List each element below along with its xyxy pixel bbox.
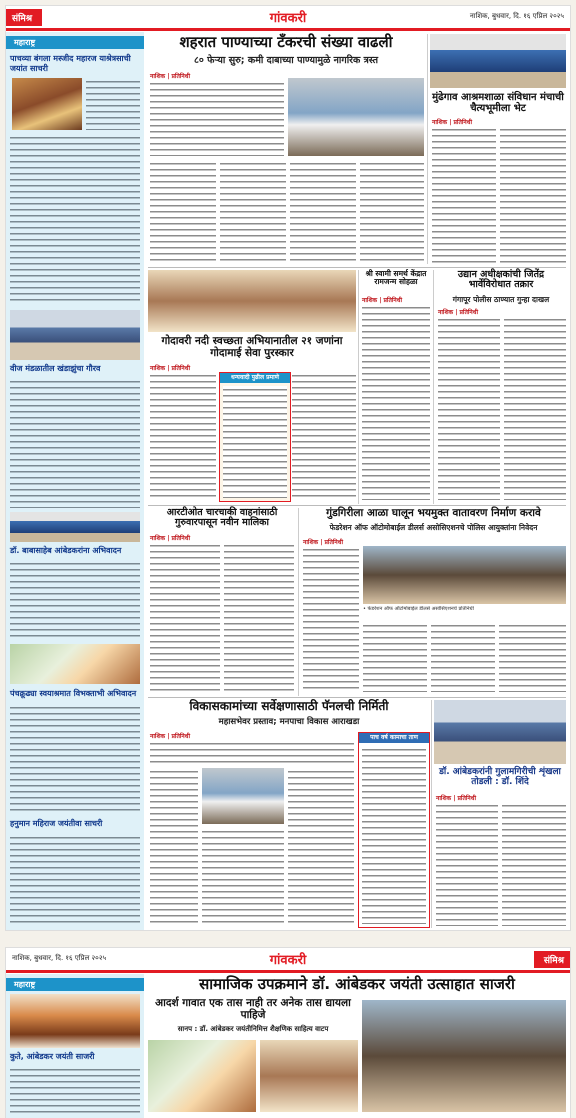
right-photo	[430, 34, 566, 88]
issue-date: नाशिक, बुधवार, दि. १६ एप्रिल २०२५	[12, 954, 107, 962]
goonda-text	[499, 622, 566, 692]
vikas-subheadline: महासभेवर प्रस्ताव; मनपाचा विकास आराखडा	[218, 717, 360, 727]
rto-headline: आरटीओत चारचाकी वाहनांसाठी गुरुवारपासून नवीन मालिका	[166, 507, 278, 529]
page-header	[6, 6, 570, 31]
rto-text	[224, 542, 294, 692]
gulam-text	[502, 802, 566, 926]
vikas-dateline: नाशिक | प्रतिनिधी	[150, 733, 191, 740]
rto-dateline: नाशिक | प्रतिनिधी	[150, 535, 191, 542]
column-rule	[427, 34, 428, 264]
side-photo	[10, 310, 140, 360]
p2-subheadline: आदर्श गावात एक तास नाही तर अनेक तास द्यायला पाहिजे	[155, 997, 351, 1021]
side-text	[10, 378, 140, 508]
swami-headline: श्री स्वामी समर्थ केंद्रात रामजन्म सोहळा	[365, 269, 427, 287]
box-text	[362, 746, 426, 924]
row-rule	[148, 267, 566, 268]
swami-text	[362, 304, 430, 500]
lead-text	[150, 160, 216, 264]
side-text	[10, 1066, 140, 1116]
swami-dateline: नाशिक | प्रतिनिधी	[362, 297, 403, 304]
vikas-text	[150, 740, 354, 764]
lead-text	[220, 160, 286, 264]
goonda-subheadline: फेडरेशन ऑफ ऑटोमोबाईल डीलर्स असोसिएशनचे पोलिस आयुक्तांना निवेदन	[329, 523, 538, 532]
masthead: गांवकरी	[269, 953, 307, 968]
sidebar-title: महाराष्ट्र	[14, 38, 36, 47]
column-rule	[431, 700, 432, 928]
side-text	[10, 704, 140, 814]
sidebar	[6, 32, 144, 930]
side-text	[10, 834, 140, 924]
page-header	[6, 948, 570, 973]
p2-kicker: सानप : डॉ. आंबेडकर जयंतीनिमित्त शैक्षणिक साहित्य वाटप	[177, 1025, 329, 1033]
right-dateline: नाशिक | प्रतिनिधी	[432, 119, 473, 126]
sidebar	[6, 974, 144, 1118]
column-rule	[358, 270, 359, 504]
side-photo	[10, 512, 140, 542]
goonda-text	[431, 622, 495, 692]
box-text	[223, 386, 287, 498]
vikas-text	[288, 768, 354, 926]
side-headline: पाचव्या बंगला मस्जीद महारज याश्रेत्रसाची जयांत साचरी	[10, 54, 131, 73]
side-photo	[12, 78, 82, 130]
godavari-photo	[148, 270, 356, 332]
udyan-text	[438, 316, 500, 500]
vikas-text	[150, 768, 198, 926]
side-photo	[10, 994, 140, 1048]
box-heading: पाच वर्ष कामाचा ताण	[359, 733, 429, 743]
rto-text	[150, 542, 220, 692]
vikas-box	[358, 732, 430, 928]
goonda-headline: गुंडगिरीला आळा घालून भयमुक्त वातावरण निर्माण करावे	[326, 507, 541, 519]
goonda-text	[303, 546, 359, 692]
lead-dateline: नाशिक | प्रतिनिधी	[150, 73, 191, 80]
lead-text	[360, 160, 424, 264]
side-headline: वीज मंडळातील खंडाझुंचा गौरव	[10, 364, 101, 373]
p2-photo	[148, 1040, 256, 1112]
p2-headline: सामाजिक उपक्रमाने डॉ. आंबेडकर जयंती उत्साहात साजरी	[199, 975, 515, 993]
godavari-text	[292, 372, 356, 500]
right-headline: मुंढेगाव आश्रमशाळा संविधान मंचाची चैत्यभूमीला भेट	[432, 92, 564, 114]
gulam-photo	[434, 700, 566, 764]
box-heading: धन्यवादी पुढील प्रमाणे	[220, 373, 290, 383]
godavari-headline: गोदावरी नदी स्वच्छता अभियानातील २१ जणांना गोदामाई सेवा पुरस्कार	[161, 335, 343, 359]
goonda-caption: • फेडरेशन ऑफ ऑटोमोबाईल डीलर्स असोसिएशनचे प्रतिनिधी	[363, 606, 474, 612]
goonda-photo	[363, 546, 566, 604]
gulam-dateline: नाशिक | प्रतिनिधी	[436, 795, 477, 802]
vikas-photo	[202, 768, 284, 824]
right-text	[432, 126, 496, 264]
side-text	[86, 78, 140, 130]
gulam-headline: डॉ. आंबेडकरांनी गुलामगिरीची शृंखला तोडली : डॉ. शिंदे	[439, 767, 561, 787]
gulam-text	[436, 802, 498, 926]
side-headline: डॉ. बाबासाहेब आंबेडकरांना अभिवादन	[10, 546, 122, 555]
side-photo	[10, 644, 140, 684]
sidebar-band	[6, 978, 144, 991]
vikas-text	[202, 828, 284, 926]
section-tag: संमिश्र	[534, 951, 570, 968]
side-text	[10, 560, 140, 640]
godavari-dateline: नाशिक | प्रतिनिधी	[150, 365, 191, 372]
lead-subheadline: ८० फेऱ्या सुरु; कमी दाबाच्या पाण्यामुळे नागरिक त्रस्त	[193, 55, 379, 66]
goonda-text	[363, 622, 427, 692]
issue-date: नाशिक, बुधवार, दि. १६ एप्रिल २०२५	[469, 12, 564, 20]
side-headline: पंचक्रूढ्या स्वयाश्रमात विभक्ताभी अभिवादन	[10, 689, 137, 698]
lead-text	[150, 80, 284, 156]
side-headline: हनुमान महिराज जयंतीवा साचरी	[10, 819, 103, 828]
p2-photo	[260, 1040, 358, 1112]
column-rule	[298, 508, 299, 696]
lead-photo	[288, 78, 424, 156]
column-rule	[433, 270, 434, 504]
lead-text	[290, 160, 356, 264]
side-headline: कुते, आंबेडकर जयंती साजरी	[10, 1052, 95, 1061]
udyan-text	[504, 316, 566, 500]
goonda-dateline: नाशिक | प्रतिनिधी	[303, 539, 344, 546]
udyan-headline: उद्यान अधीक्षकांची जितेंद्र भार्वेविरोधात तक्रार	[457, 269, 545, 291]
lead-headline: शहरात पाण्याच्या टँकरची संख्या वाढली	[179, 33, 393, 51]
right-text	[500, 126, 566, 264]
godavari-text	[150, 372, 216, 500]
udyan-subheadline: गंगापूर पोलीस ठाण्यात गुन्हा दाखल	[452, 295, 550, 304]
masthead: गांवकरी	[269, 11, 307, 26]
side-text	[10, 134, 140, 304]
sidebar-title: महाराष्ट्र	[14, 980, 36, 989]
vikas-headline: विकासकामांच्या सर्वेक्षणासाठी पॅनलची निर्मिती	[189, 699, 389, 713]
sidebar-band	[6, 36, 144, 49]
newspaper-page-1	[6, 6, 570, 930]
row-rule	[148, 505, 566, 506]
newspaper-page-2	[6, 948, 570, 1118]
godavari-box	[219, 372, 291, 502]
section-tag: संमिश्र	[6, 9, 42, 26]
row-rule	[148, 697, 566, 698]
udyan-dateline: नाशिक | प्रतिनिधी	[438, 309, 479, 316]
p2-photo	[362, 1000, 566, 1112]
